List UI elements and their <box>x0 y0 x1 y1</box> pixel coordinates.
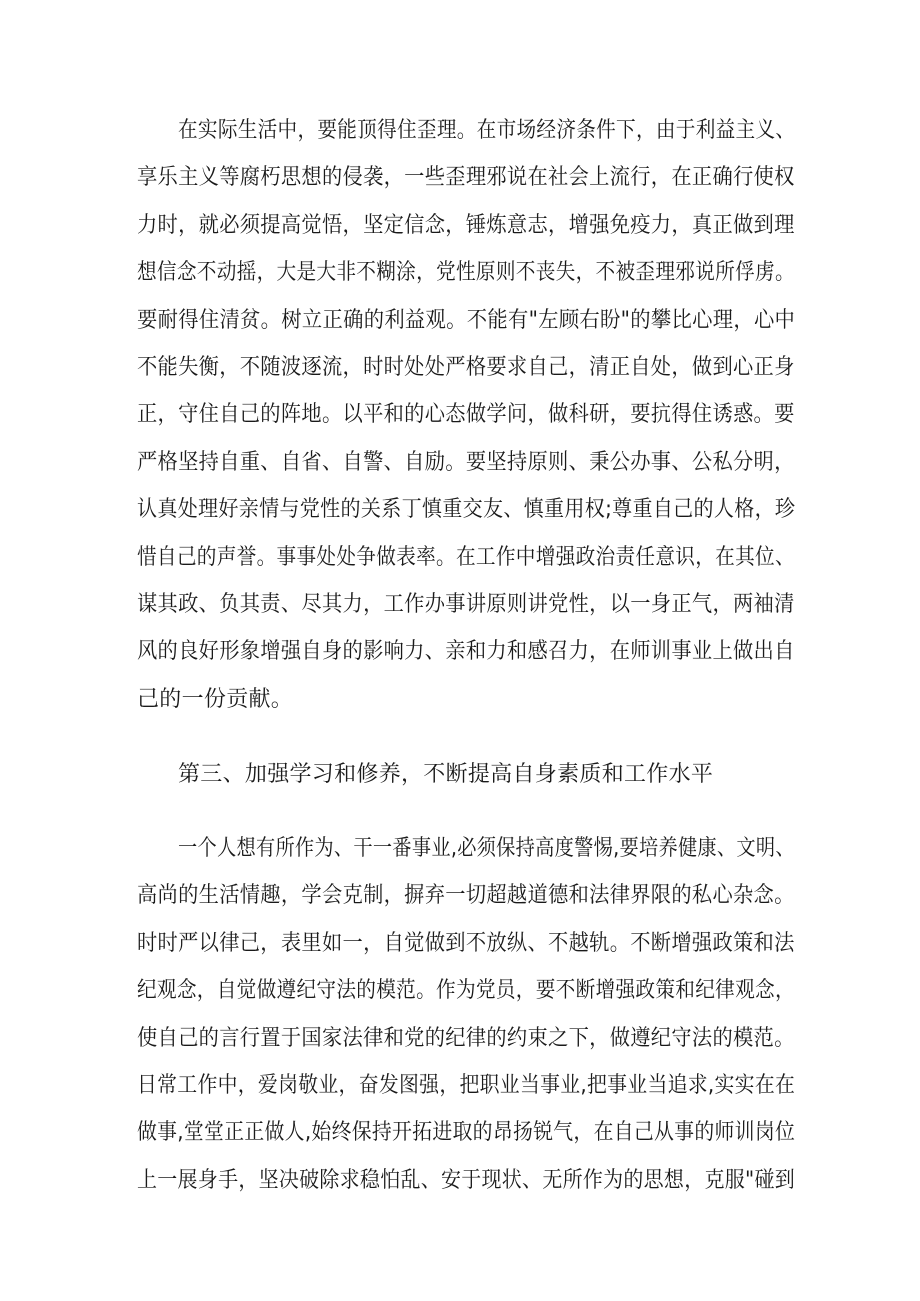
text-line: 享乐主义等腐朽思想的侵袭，一些歪理邪说在社会上流行，在正确行使权 <box>137 165 795 191</box>
text-line: 力时，就必须提高觉悟，坚定信念，锤炼意志，增强免疫力，真正做到理 <box>137 212 795 238</box>
text-line: 谋其政、负其责、尽其力，工作办事讲原则讲党性，以一身正气，两袖清 <box>137 592 795 617</box>
text-line: 纪观念，自觉做遵纪守法的模范。作为党员，要不断增强政策和纪律观念， <box>137 978 795 1004</box>
text-line: 上一展身手，坚决破除求稳怕乱、安于现状、无所作为的思想，克服"碰到 <box>137 1167 795 1193</box>
text-line: 一个人想有所作为、干一番事业,必须保持高度警惕,要培养健康、文明、 <box>178 836 795 861</box>
text-line: 使自己的言行置于国家法律和党的纪律的约束之下，做遵纪守法的模范。 <box>137 1025 795 1051</box>
text-line: 第三、加强学习和修养，不断提高自身素质和工作水平 <box>178 762 714 787</box>
text-line: 想信念不动摇，大是大非不糊涂，党性原则不丧失，不被歪理邪说所俘虏。 <box>137 260 795 286</box>
text-line: 正，守住自己的阵地。以平和的心态做学问，做科研，要抗得住诱惑。要 <box>137 402 795 428</box>
text-line: 要耐得住清贫。树立正确的利益观。不能有"左顾右盼"的攀比心理，心中 <box>137 307 796 333</box>
text-line: 做事,堂堂正正做人,始终保持开拓进取的昂扬锐气，在自己从事的师训岗位 <box>137 1120 796 1146</box>
text-line: 风的良好形象增强自身的影响力、亲和力和感召力，在师训事业上做出自 <box>137 639 795 665</box>
text-line: 在实际生活中，要能顶得住歪理。在市场经济条件下，由于利益主义、 <box>178 118 796 143</box>
text-line: 日常工作中，爱岗敬业，奋发图强，把职业当事业,把事业当追求,实实在在 <box>137 1073 796 1098</box>
text-line: 惜自己的声誉。事事处处争做表率。在工作中增强政治责任意识，在其位、 <box>137 544 795 570</box>
text-line: 不能失衡，不随波逐流，时时处处严格要求自己，清正自处，做到心正身 <box>137 355 795 380</box>
text-line: 认真处理好亲情与党性的关系丁慎重交友、慎重用权;尊重自己的人格，珍 <box>137 497 796 523</box>
text-line: 高尚的生活情趣，学会克制，摒弃一切超越道德和法律界限的私心杂念。 <box>137 883 795 909</box>
text-line: 严格坚持自重、自省、自警、自励。要坚持原则、秉公办事、公私分明， <box>137 449 795 475</box>
text-line: 时时严以律己，表里如一，自觉做到不放纵、不越轨。不断增强政策和法 <box>137 930 795 956</box>
text-line: 己的一份贡献。 <box>137 686 294 712</box>
